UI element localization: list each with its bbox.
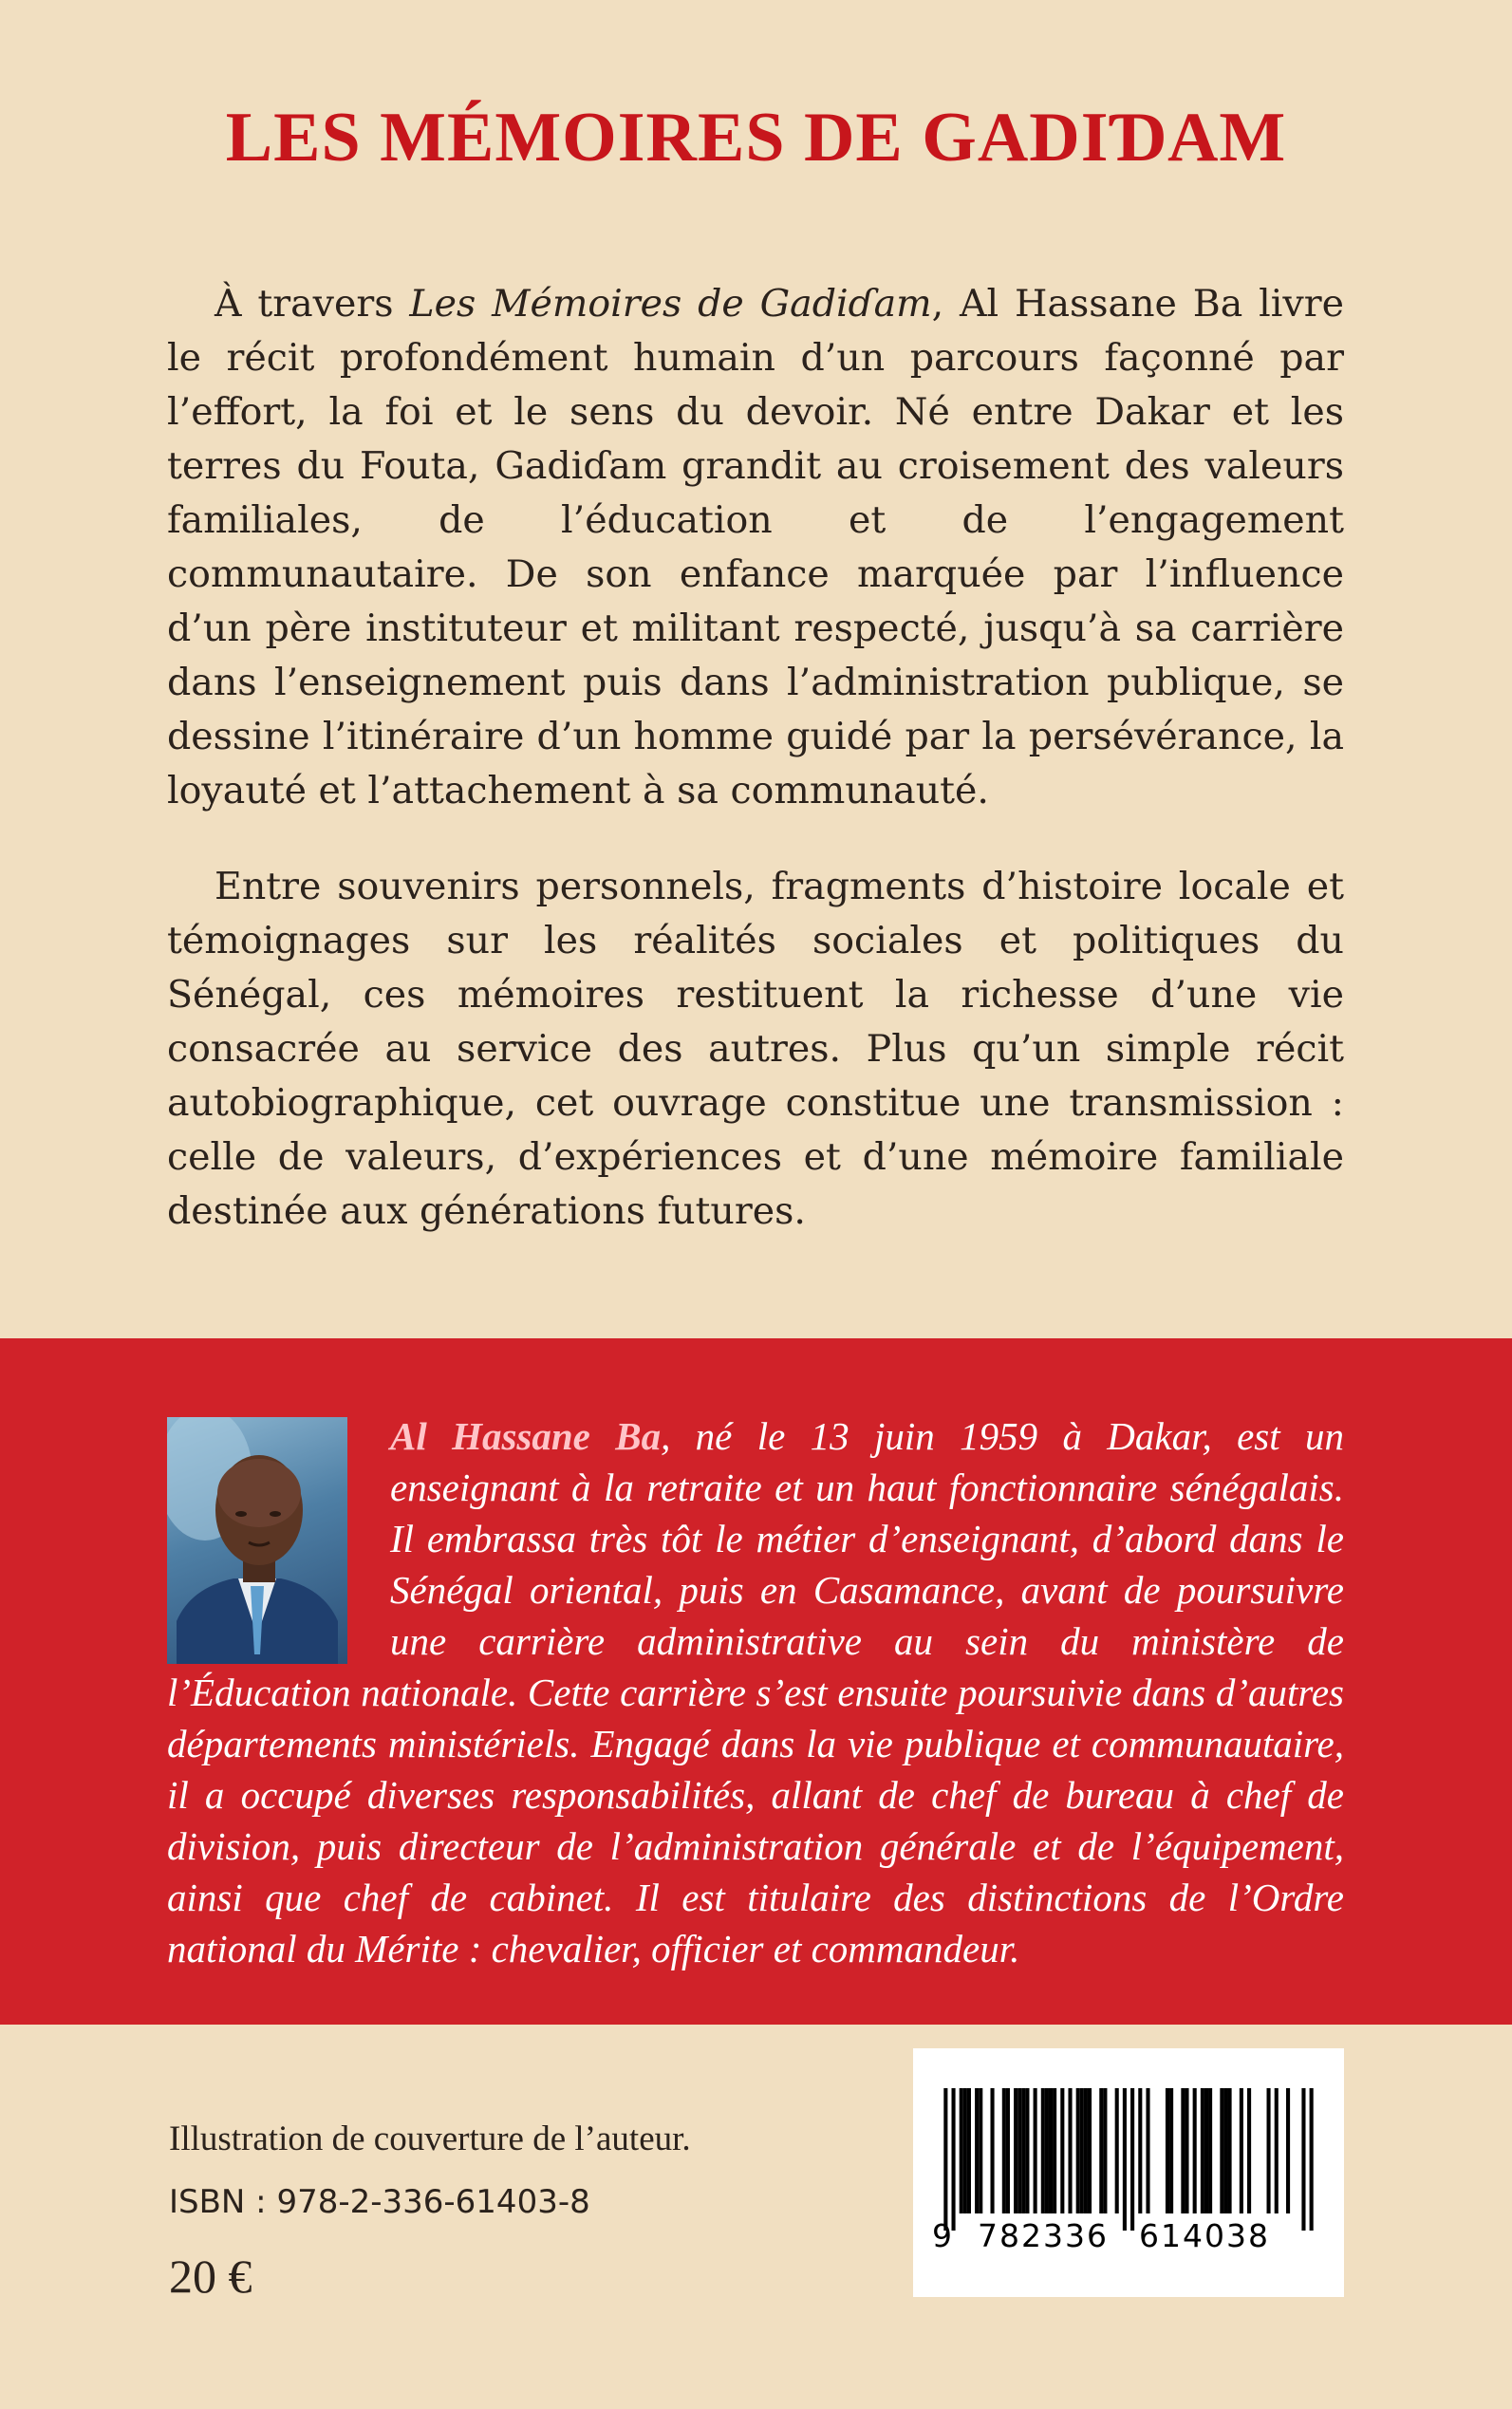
barcode-bars-icon (932, 2088, 1325, 2231)
author-bio-text: , né le 13 juin 1959 à Dakar, est un enseignant à la retraite et un haut fonctionnaire sénégalais. Il embrassa très tôt le métier d’enseignant, d’abord dans le Sénégal oriental, puis en Casamance, avant de poursuivre une carrière administrative au sein du ministère de l’Éducation nationale. Cette carrière s’est ensuite poursuivie dans d’autres départements ministériels. Engagé dans la vie publique et communautaire, il a occupé diverses responsabilités, allant de chef de bureau à chef de division, puis directeur de l’administration générale et de l’équipement, ainsi que chef de cabinet. Il est titulaire des distinctions de l’Ordre national du Mérite : chevalier, officier et commandeur. (167, 1414, 1344, 1970)
author-bio (167, 1410, 1344, 1974)
summary-paragraph-1-text: , Al Hassane Ba livre le récit profondément humain d’un parcours façonné par l’effort, la foi et le sens du devoir. Né entre Dakar et les terres du Fouta, Gadiɗam grandit au croisement des valeurs familiales, de l’éducation et de l’engagement communautaire. De son enfance marquée par l’influence d’un père instituteur et militant respecté, jusqu’à sa carrière dans l’enseignement puis dans l’administration publique, se dessine l’itinéraire d’un homme guidé par la persévérance, la loyauté et l’attachement à sa communauté. (167, 282, 1345, 812)
author-name: Al Hassane Ba (390, 1414, 662, 1458)
isbn-number: ISBN : 978-2-336-61403-8 (169, 2183, 590, 2221)
author-biography-band (0, 1338, 1512, 2025)
isbn-barcode (913, 2048, 1344, 2297)
barcode-digits (932, 2217, 1325, 2254)
book-title-italic: Les Mémoires de Gadiɗam (409, 282, 932, 326)
barcode-right-digits: 614038 (1139, 2217, 1270, 2254)
book-price: 20 € (169, 2250, 252, 2303)
summary-paragraph-2: Entre souvenirs personnels, fragments d’histoire locale et témoignages sur les réalités sociales et politiques du Sénégal, ces mémoires restituent la richesse d’une vie consacrée au service des autres. Plus qu’un simple récit autobiographique, cet ouvrage constitue une transmission : celle de valeurs, d’expériences et d’une mémoire familiale destinée aux générations futures. (167, 865, 1344, 1233)
barcode-left-digits: 782336 (978, 2217, 1109, 2254)
book-title: LES MÉMOIRES DE GADIƊAM (225, 99, 1287, 177)
cover-illustration-credit: Illustration de couverture de l’auteur. (169, 2120, 691, 2158)
back-cover-summary (167, 277, 1344, 1280)
summary-paragraph-1 (167, 277, 1344, 818)
summary-intro: À travers (215, 282, 410, 326)
barcode-lead-digit: 9 (932, 2217, 954, 2254)
